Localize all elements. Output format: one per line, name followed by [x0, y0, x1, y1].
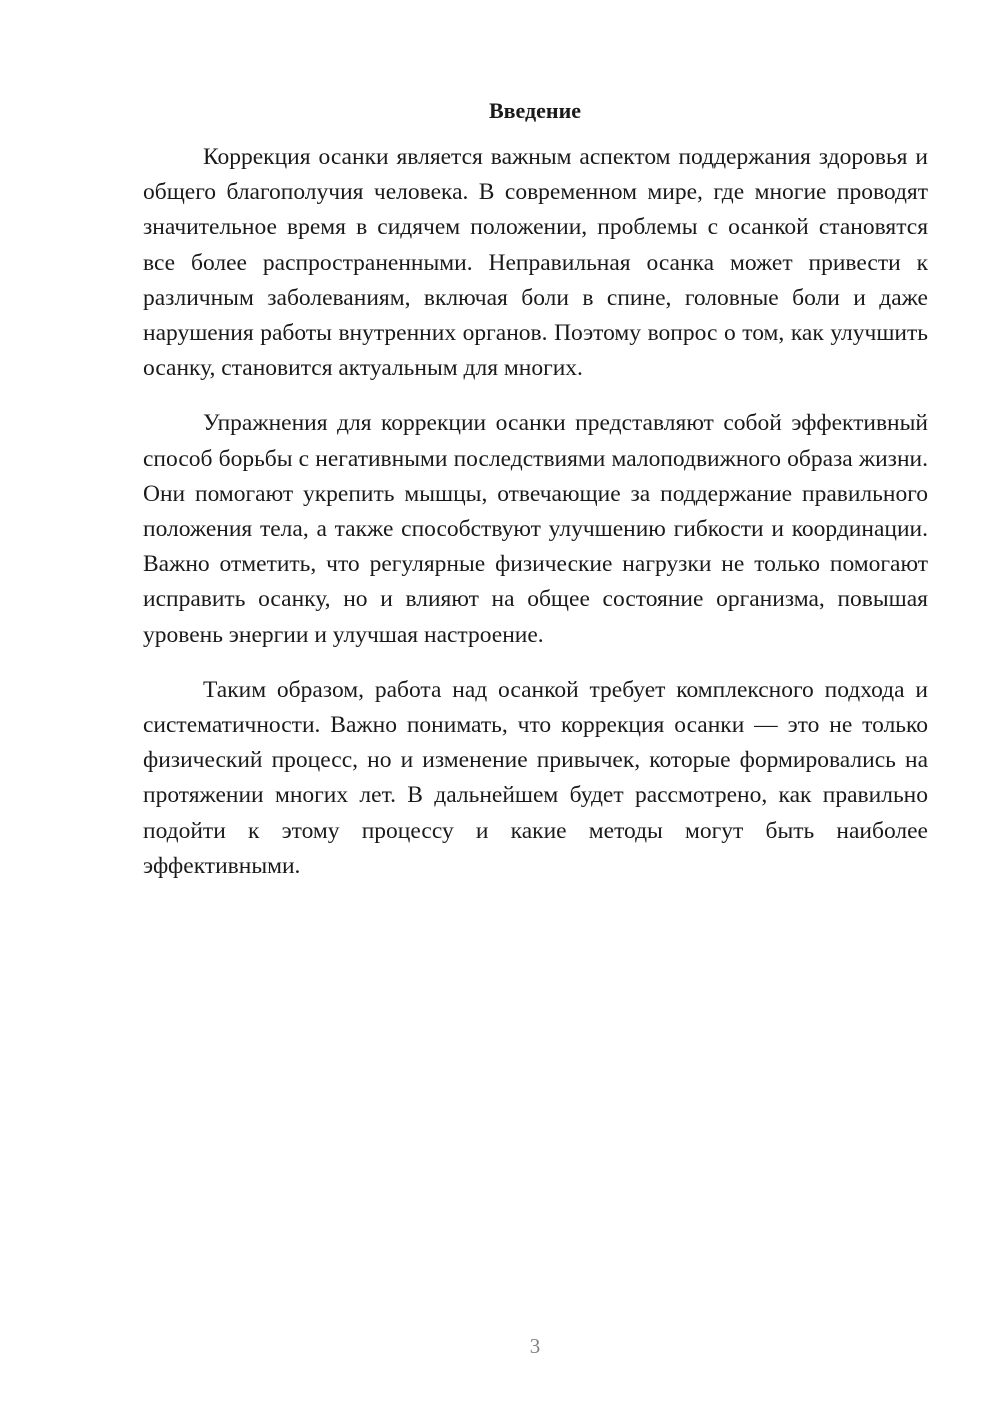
- paragraph: Упражнения для коррекции осанки представляют собой эффективный способ борьбы с негативными последствиями малоподвижного образа жизни. Они помогают укрепить мышцы, отвечающие за поддержание правильного положения тела, а также способствуют улучшению гибкости и координации. Важно отметить, что регулярные физические нагрузки не только помогают исправить осанку, но и влияют на общее состояние организма, повышая уровень энергии и улучшая настроение.: [143, 410, 928, 648]
- paragraph: Коррекция осанки является важным аспектом поддержания здоровья и общего благополучия человека. В современном мире, где многие проводят значительное время в сидячем положении, проблемы с осанкой становятся все более распространенными. Неправильная осанка может привести к различным заболеваниям, включая боли в спине, головные боли и даже нарушения работы внутренних органов. Поэтому вопрос о том, как улучшить осанку, становится актуальным для многих.: [143, 144, 928, 382]
- section-title: Введение: [488, 98, 582, 123]
- paragraph: Таким образом, работа над осанкой требует комплексного подхода и систематичности. Важно понимать, что коррекция осанки — это не только физический процесс, но и изменение привычек, которые формировались на протяжении многих лет. В дальнейшем будет рассмотрено, как правильно подойти к этому процессу и какие методы могут быть наиболее эффективными.: [143, 676, 928, 879]
- page-number: 3: [529, 1334, 541, 1358]
- body-text: [143, 140, 928, 904]
